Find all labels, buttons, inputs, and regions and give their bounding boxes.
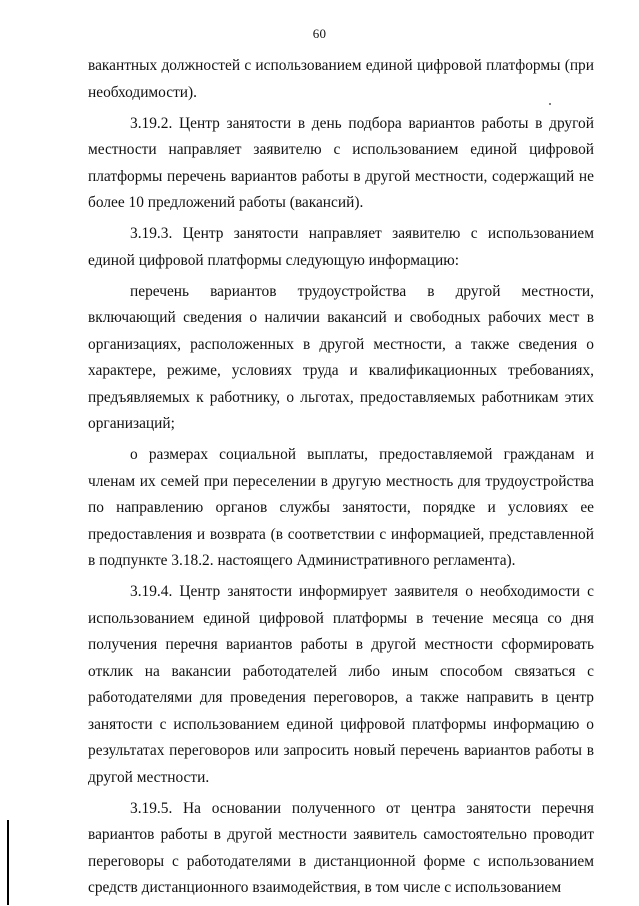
scan-edge-mark (7, 820, 9, 905)
paragraph-social-payment-info: о размерах социальной выплаты, предоставляемой гражданам и членам их семей при переселении в другую местность для трудоустройства по направлению органов службы занятости, порядке и условиях ее предоставления и возврата (в соответствии с информацией, представленной в подпункте 3.18.2. настоящего Административного регламента). (88, 446, 594, 569)
paragraph-employment-options-list: перечень вариантов трудоустройства в другой местности, включающий сведения о наличии вакансий и свободных рабочих мест в организациях, расположенных в другой местности, а также сведения о характере, режиме, условиях труда и квалификационных требованиях, предъявляемых к работнику, о льготах, предоставляемых работникам этих организаций; (88, 282, 594, 432)
document-body (88, 53, 594, 906)
paragraph-3-19-2: 3.19.2. Центр занятости в день подбора вариантов работы в другой местности направляет заявителю с использованием единой цифровой платформы перечень вариантов работы в другой местности, содержащий не более 10 предложений работы (вакансий). (88, 114, 594, 211)
paragraph-3-19-5: 3.19.5. На основании полученного от центра занятости перечня вариантов работы в другой местности заявитель самостоятельно проводит переговоры с работодателями в дистанционной форме с использованием средств дистанционного взаимодействия, в том числе с использованием (88, 799, 594, 896)
paragraph-3-19-3: 3.19.3. Центр занятости направляет заявителю с использованием единой цифровой платформы следующую информацию: (88, 225, 594, 269)
page-number: 60 (312, 26, 327, 41)
paragraph-3-19-4: 3.19.4. Центр занятости информирует заявителя о необходимости с использованием единой цифровой платформы в течение месяца со дня получения перечня вариантов работы в другой местности сформировать отклик на вакансии работодателей либо иным способом связаться с работодателями для проведения переговоров, а также направить в центр занятости с использованием единой цифровой платформы информацию о результатах переговоров или запросить новый перечень вариантов работы в другой местности. (88, 583, 594, 786)
paragraph-continuation: вакантных должностей с использованием единой цифровой платформы (при необходимости). (88, 57, 594, 101)
